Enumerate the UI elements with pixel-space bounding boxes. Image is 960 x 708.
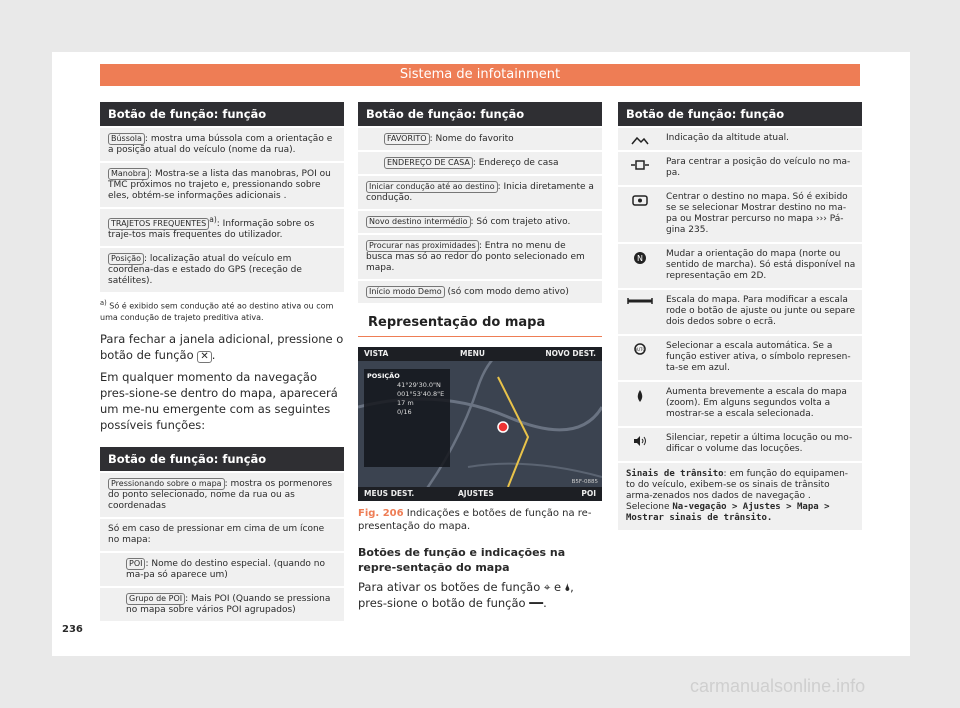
table-row: Início modo Demo (só com modo demo ativo) <box>358 279 602 303</box>
function-key[interactable]: TRAJETOS FREQUENTES <box>108 218 209 230</box>
close-icon[interactable]: ✕ <box>197 351 211 363</box>
table-row: Procurar nas proximidades : Entra no menu de busca mas só ao redor do ponto selecionado em mapa. <box>358 233 602 279</box>
function-key[interactable]: Manobra <box>108 168 149 180</box>
center-destination-icon <box>618 187 662 242</box>
map-scale-icon <box>618 290 662 334</box>
function-key[interactable]: ENDEREÇO DE CASA <box>384 157 473 169</box>
function-key[interactable]: Pressionando sobre o mapa <box>108 478 225 490</box>
table-row: AUTO Selecionar a escala automática. Se a função estiver ativa, o símbolo represen-ta-se em azul. <box>618 334 862 380</box>
table-row: Novo destino intermédio : Só com trajeto ativo. <box>358 209 602 233</box>
altitude-icon <box>618 128 662 150</box>
column-1 <box>100 102 344 621</box>
table-row: TRAJETOS FREQUENTES $^{a)}$: Informação sobre os traje-tos mais frequentes do utilizador. <box>100 207 344 246</box>
table-row: Silenciar, repetir a última locução ou mo-dificar o volume das locuções. <box>618 426 862 461</box>
function-key[interactable]: Iniciar condução até ao destino <box>366 181 498 193</box>
paragraph: Para ativar os botões de função ⌖ e 🌢, pres-sione o botão de função ━━. <box>358 580 574 610</box>
footnote: $^{a)}$ Só é exibido sem condução até ao destino ativa ou com uma condução de trajeto preditiva ativa. <box>100 299 334 322</box>
view-button[interactable]: VISTA <box>364 349 389 358</box>
zoom-icon <box>618 382 662 426</box>
table-row: N Mudar a orientação do mapa (norte ou sentido de marcha). Só está disponível na representação em 2D. <box>618 242 862 288</box>
figure-caption: Fig. 206 Indicações e botões de função na re-presentação do mapa. <box>358 508 592 532</box>
my-destinations-button[interactable]: MEUS DEST. <box>364 489 415 498</box>
zoom-icon: 🌢 <box>564 580 571 594</box>
voice-icon <box>618 428 662 461</box>
auto-scale-icon <box>618 336 662 380</box>
svg-text:N: N <box>637 254 643 263</box>
traffic-signs-note: Sinais de trânsito: em função do equipamen-to do veículo, exibem-se os sinais de trânsito arma-zenados nos dados de navegação . Selecione Na-vegação > Ajustes > Mapa > Mostrar sinais de trânsito. <box>618 461 862 530</box>
table-row: Centrar o destino no mapa. Só é exibido se se selecionar Mostrar destino no ma-pa ou Mostrar percurso no mapa ››› Pá-gina 235. <box>618 185 862 242</box>
table-row: Manobra : Mostra-se a lista das manobras, POI ou TMC próximos no trajeto e, pressionando sobre eles, obtém-se informações adicionais . <box>100 161 344 207</box>
column-2 <box>358 102 602 617</box>
table-row: Iniciar condução até ao destino : Inicia diretamente a condução. <box>358 174 602 209</box>
function-key[interactable]: Grupo de POI <box>126 593 185 605</box>
map-figure <box>358 347 602 501</box>
map-top-bar <box>358 347 602 361</box>
table-header: Botão de função: função <box>100 102 344 126</box>
table-row: Escala do mapa. Para modificar a escala rode o botão de ajuste ou junte ou separe dois dedos sobre o ecrã. <box>618 288 862 334</box>
table-row: Posição : localização atual do veículo em coordena-das e estado do GPS (receção de satélites). <box>100 246 344 292</box>
table-row: ENDEREÇO DE CASA : Endereço de casa <box>358 150 602 174</box>
function-key[interactable]: Posição <box>108 253 144 265</box>
watermark: carmanualsonline.info <box>690 676 866 696</box>
table-row: FAVORITO : Nome do favorito <box>358 126 602 150</box>
new-destination-button[interactable]: NOVO DEST. <box>545 349 596 358</box>
table-row: Pressionando sobre o mapa : mostra os pormenores do ponto selecionado, nome da rua ou as coordenadas <box>100 471 344 517</box>
poi-button[interactable]: POI <box>581 489 596 498</box>
function-key[interactable]: Bússola <box>108 133 145 145</box>
position-panel: POSIÇÃO 41°29'30.0"N 001°53'40.8"E 17 m 0/16 <box>364 369 450 467</box>
table-row: Para centrar a posição do veículo no ma-pa. <box>618 150 862 185</box>
figure-code: B5F-0885 <box>571 479 598 485</box>
svg-text:AUTO: AUTO <box>634 347 646 352</box>
column-3 <box>618 102 862 530</box>
north-orientation-icon <box>618 244 662 288</box>
table-header: Botão de função: função <box>100 447 344 471</box>
paragraph: Em qualquer momento da navegação pres-sione-se dentro do mapa, aparecerá um me-nu emergente com as seguintes possíveis funções: <box>100 369 338 432</box>
paragraph: Para fechar a janela adicional, pressione o botão de função ✕ . <box>100 331 344 362</box>
function-key[interactable]: FAVORITO <box>384 133 430 145</box>
table-row: Grupo de POI : Mais POI (Quando se pressiona no mapa sobre vários POI agrupados) <box>100 586 344 621</box>
settings-button[interactable]: AJUSTES <box>458 489 494 498</box>
function-key[interactable]: Novo destino intermédio <box>366 216 471 228</box>
function-key[interactable]: Início modo Demo <box>366 286 445 298</box>
subheading: Botões de função e indicações na repre-sentação do mapa <box>358 546 566 574</box>
menu-button[interactable]: MENU <box>460 349 485 358</box>
table-row: Bússola : mostra uma bússola com a orientação e a posição atual do veículo (nome da rua). <box>100 126 344 161</box>
table-header: Botão de função: função <box>618 102 862 126</box>
center-vehicle-icon: ⌖ <box>543 580 551 594</box>
table-header: Botão de função: função <box>358 102 602 126</box>
chapter-banner: Sistema de infotainment <box>100 64 860 86</box>
table-row: Indicação da altitude atual. <box>618 126 862 150</box>
map-scale-icon: ━━ <box>529 596 544 610</box>
table-row: Só em caso de pressionar em cima de um ícone no mapa: <box>100 517 344 551</box>
function-key[interactable]: Procurar nas proximidades <box>366 240 479 252</box>
map-bottom-bar <box>358 487 602 501</box>
table-row: POI : Nome do destino especial. (quando no ma-pa só aparece um) <box>100 551 344 586</box>
center-vehicle-icon <box>618 152 662 185</box>
section-title: Representação do mapa <box>358 303 602 337</box>
function-key[interactable]: POI <box>126 558 145 570</box>
page-number: 236 <box>62 624 83 635</box>
table-row: Aumenta brevemente a escala do mapa (zoom). Em alguns segundos volta a mostrar-se a escala selecionada. <box>618 380 862 426</box>
